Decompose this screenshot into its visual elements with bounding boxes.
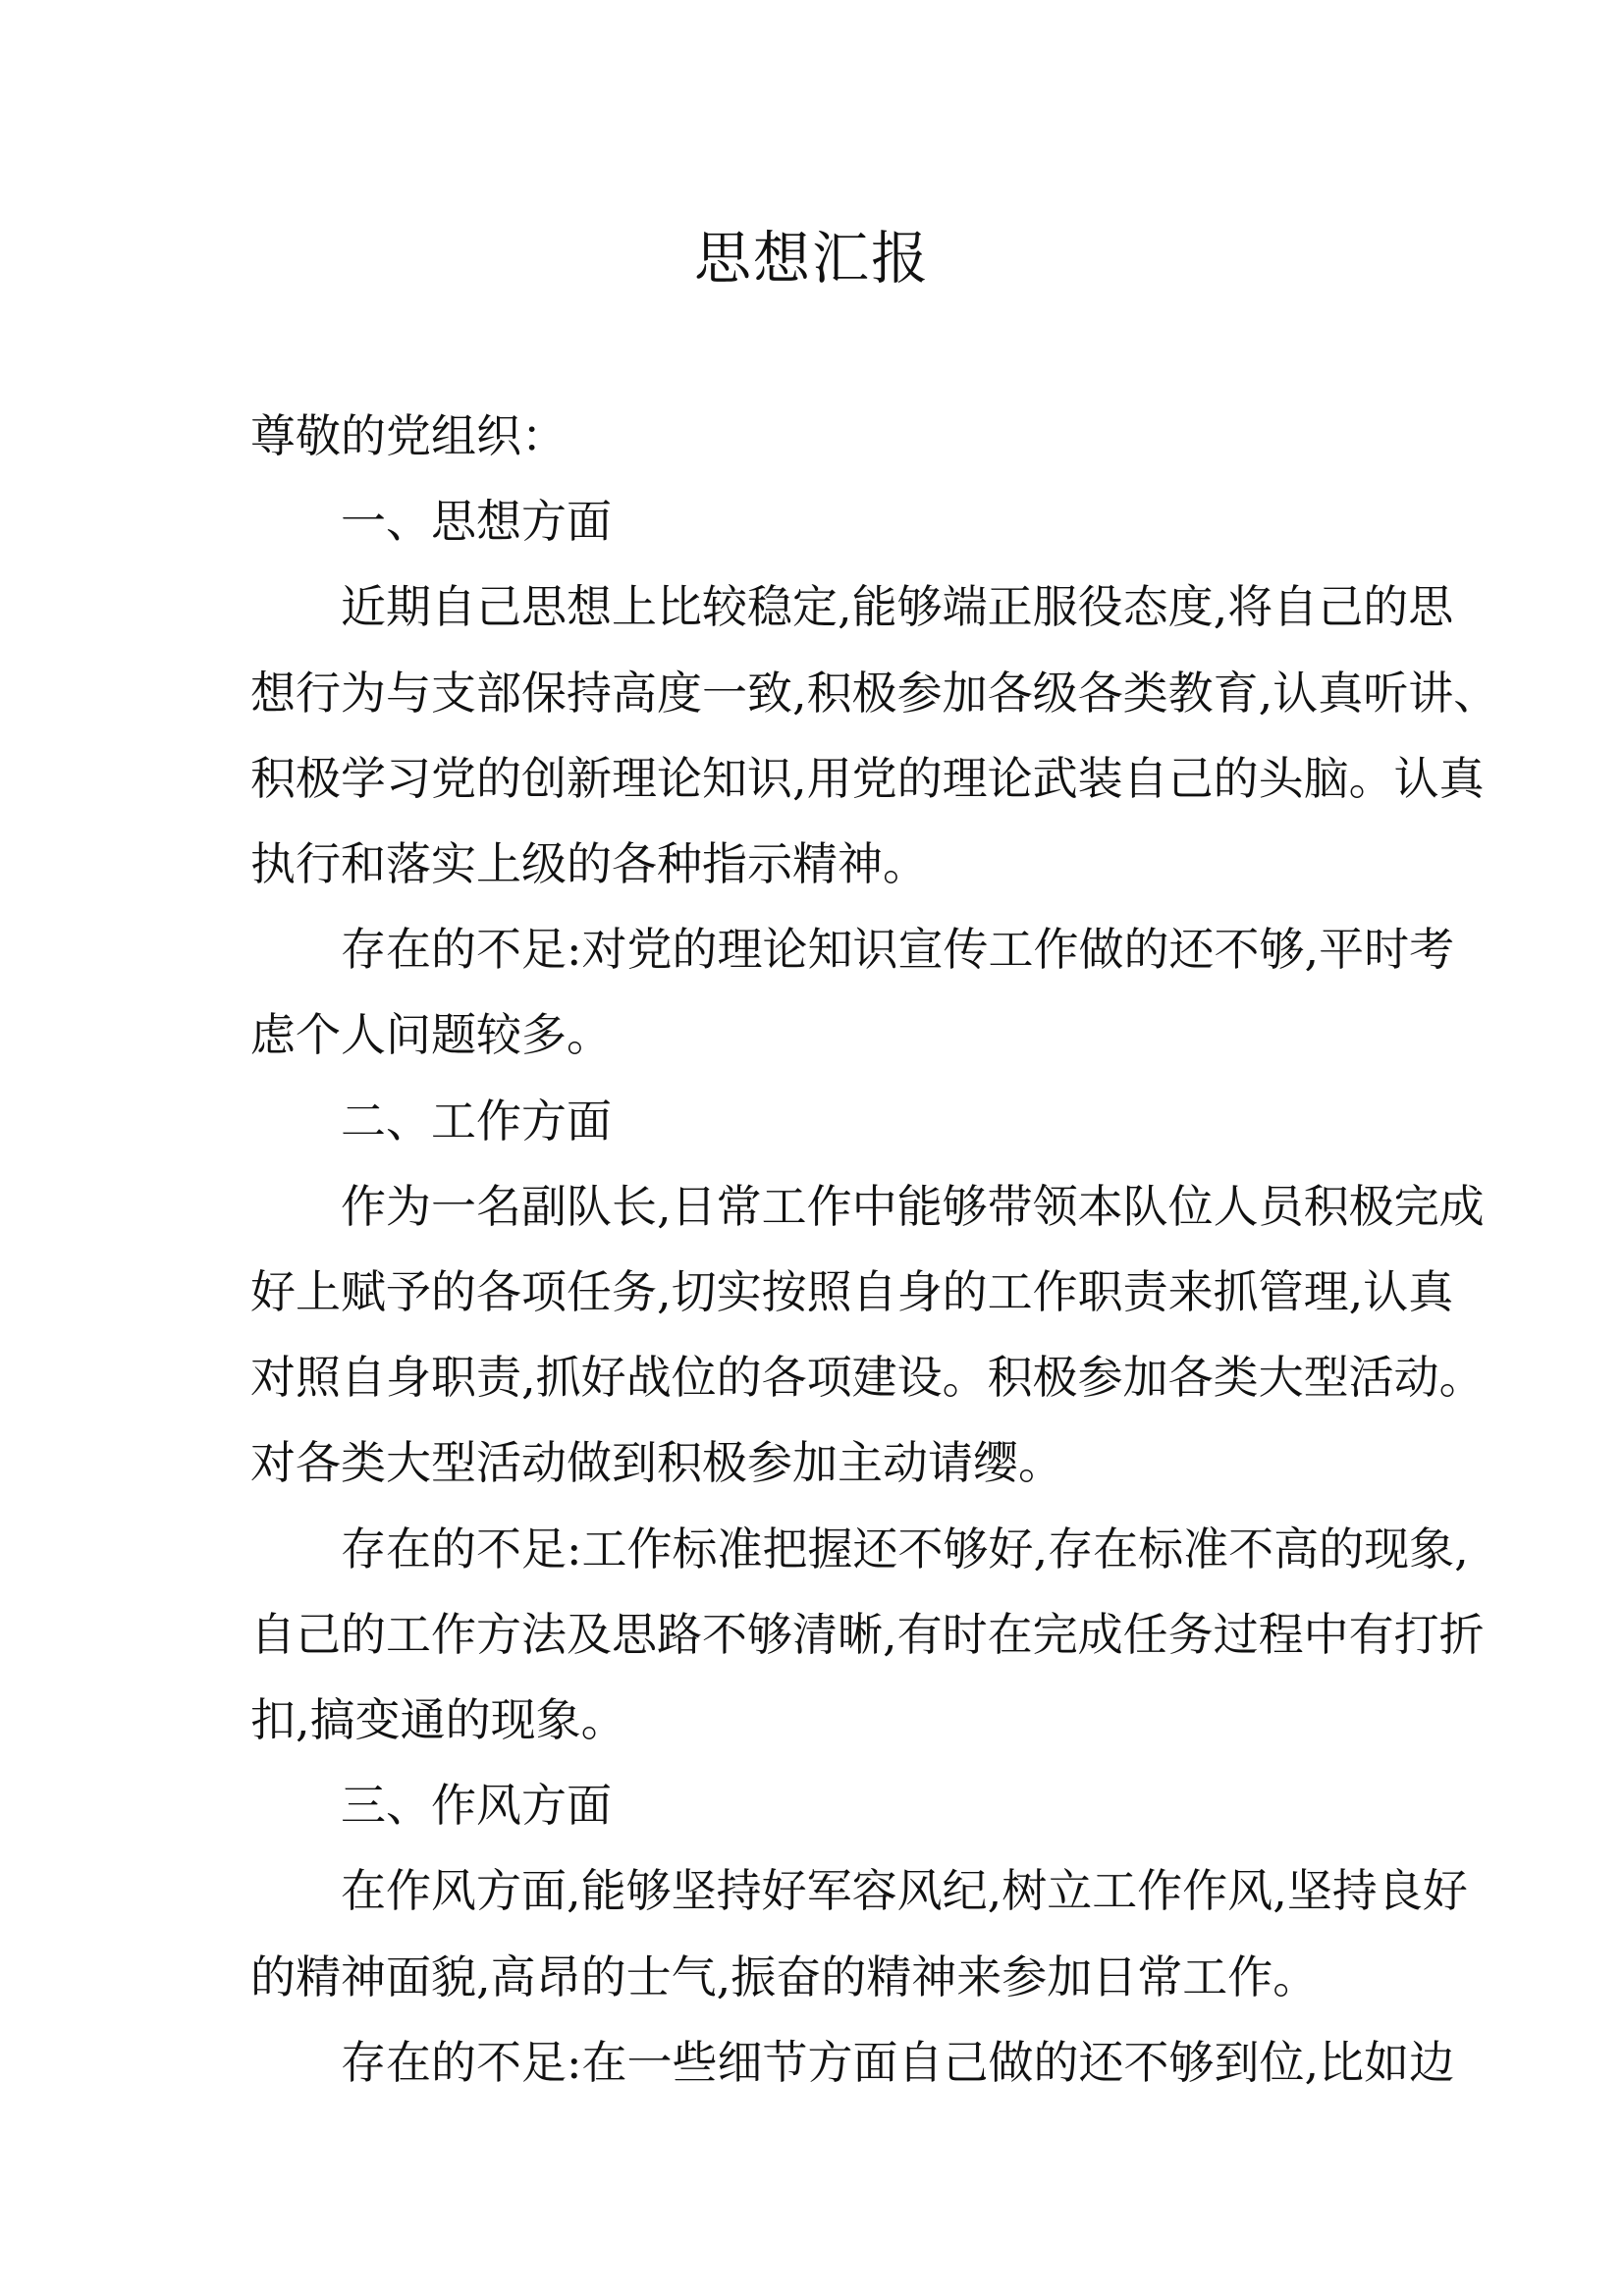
text-line: 虑个人问题较多。 — [250, 1008, 612, 1062]
text-line: 存在的不足:工作标准把握还不够好,存在标准不高的现象, — [341, 1522, 1469, 1575]
section-heading: 一、思想方面 — [341, 495, 612, 549]
text-line: 好上赋予的各项任务,切实按照自身的工作职责来抓管理,认真 — [250, 1265, 1454, 1318]
text-line: 自己的工作方法及思路不够清晰,有时在完成任务过程中有打折 — [250, 1607, 1485, 1661]
document-title: 思想汇报 — [693, 225, 930, 292]
text-line: 的精神面貌,高昂的士气,振奋的精神来参加日常工作。 — [250, 1949, 1319, 2003]
text-line: 对各类大型活动做到积极参加主动请缨。 — [250, 1436, 1063, 1490]
text-line: 作为一名副队长,日常工作中能够带领本队位人员积极完成 — [341, 1179, 1485, 1233]
section-heading: 三、作风方面 — [341, 1779, 612, 1833]
section-heading: 二、工作方面 — [341, 1094, 612, 1148]
salutation: 尊敬的党组织： — [250, 409, 567, 462]
text-line: 在作风方面,能够坚持好军容风纪,树立工作作风,坚持良好 — [341, 1864, 1468, 1918]
text-line: 对照自身职责,抓好战位的各项建设。积极参加各类大型活动。 — [250, 1351, 1485, 1405]
text-line: 扣,搞变通的现象。 — [250, 1693, 626, 1746]
text-line: 执行和落实上级的各种指示精神。 — [250, 837, 928, 890]
text-line: 存在的不足:在一些细节方面自己做的还不够到位,比如边 — [341, 2035, 1455, 2089]
text-line: 想行为与支部保持高度一致,积极参加各级各类教育,认真听讲、 — [250, 666, 1499, 720]
text-line: 积极学习党的创新理论知识,用党的理论武装自己的头脑。认真 — [250, 751, 1485, 805]
text-line: 存在的不足:对党的理论知识宣传工作做的还不够,平时考 — [341, 923, 1455, 977]
text-line: 近期自己思想上比较稳定,能够端正服役态度,将自己的思 — [341, 580, 1454, 634]
